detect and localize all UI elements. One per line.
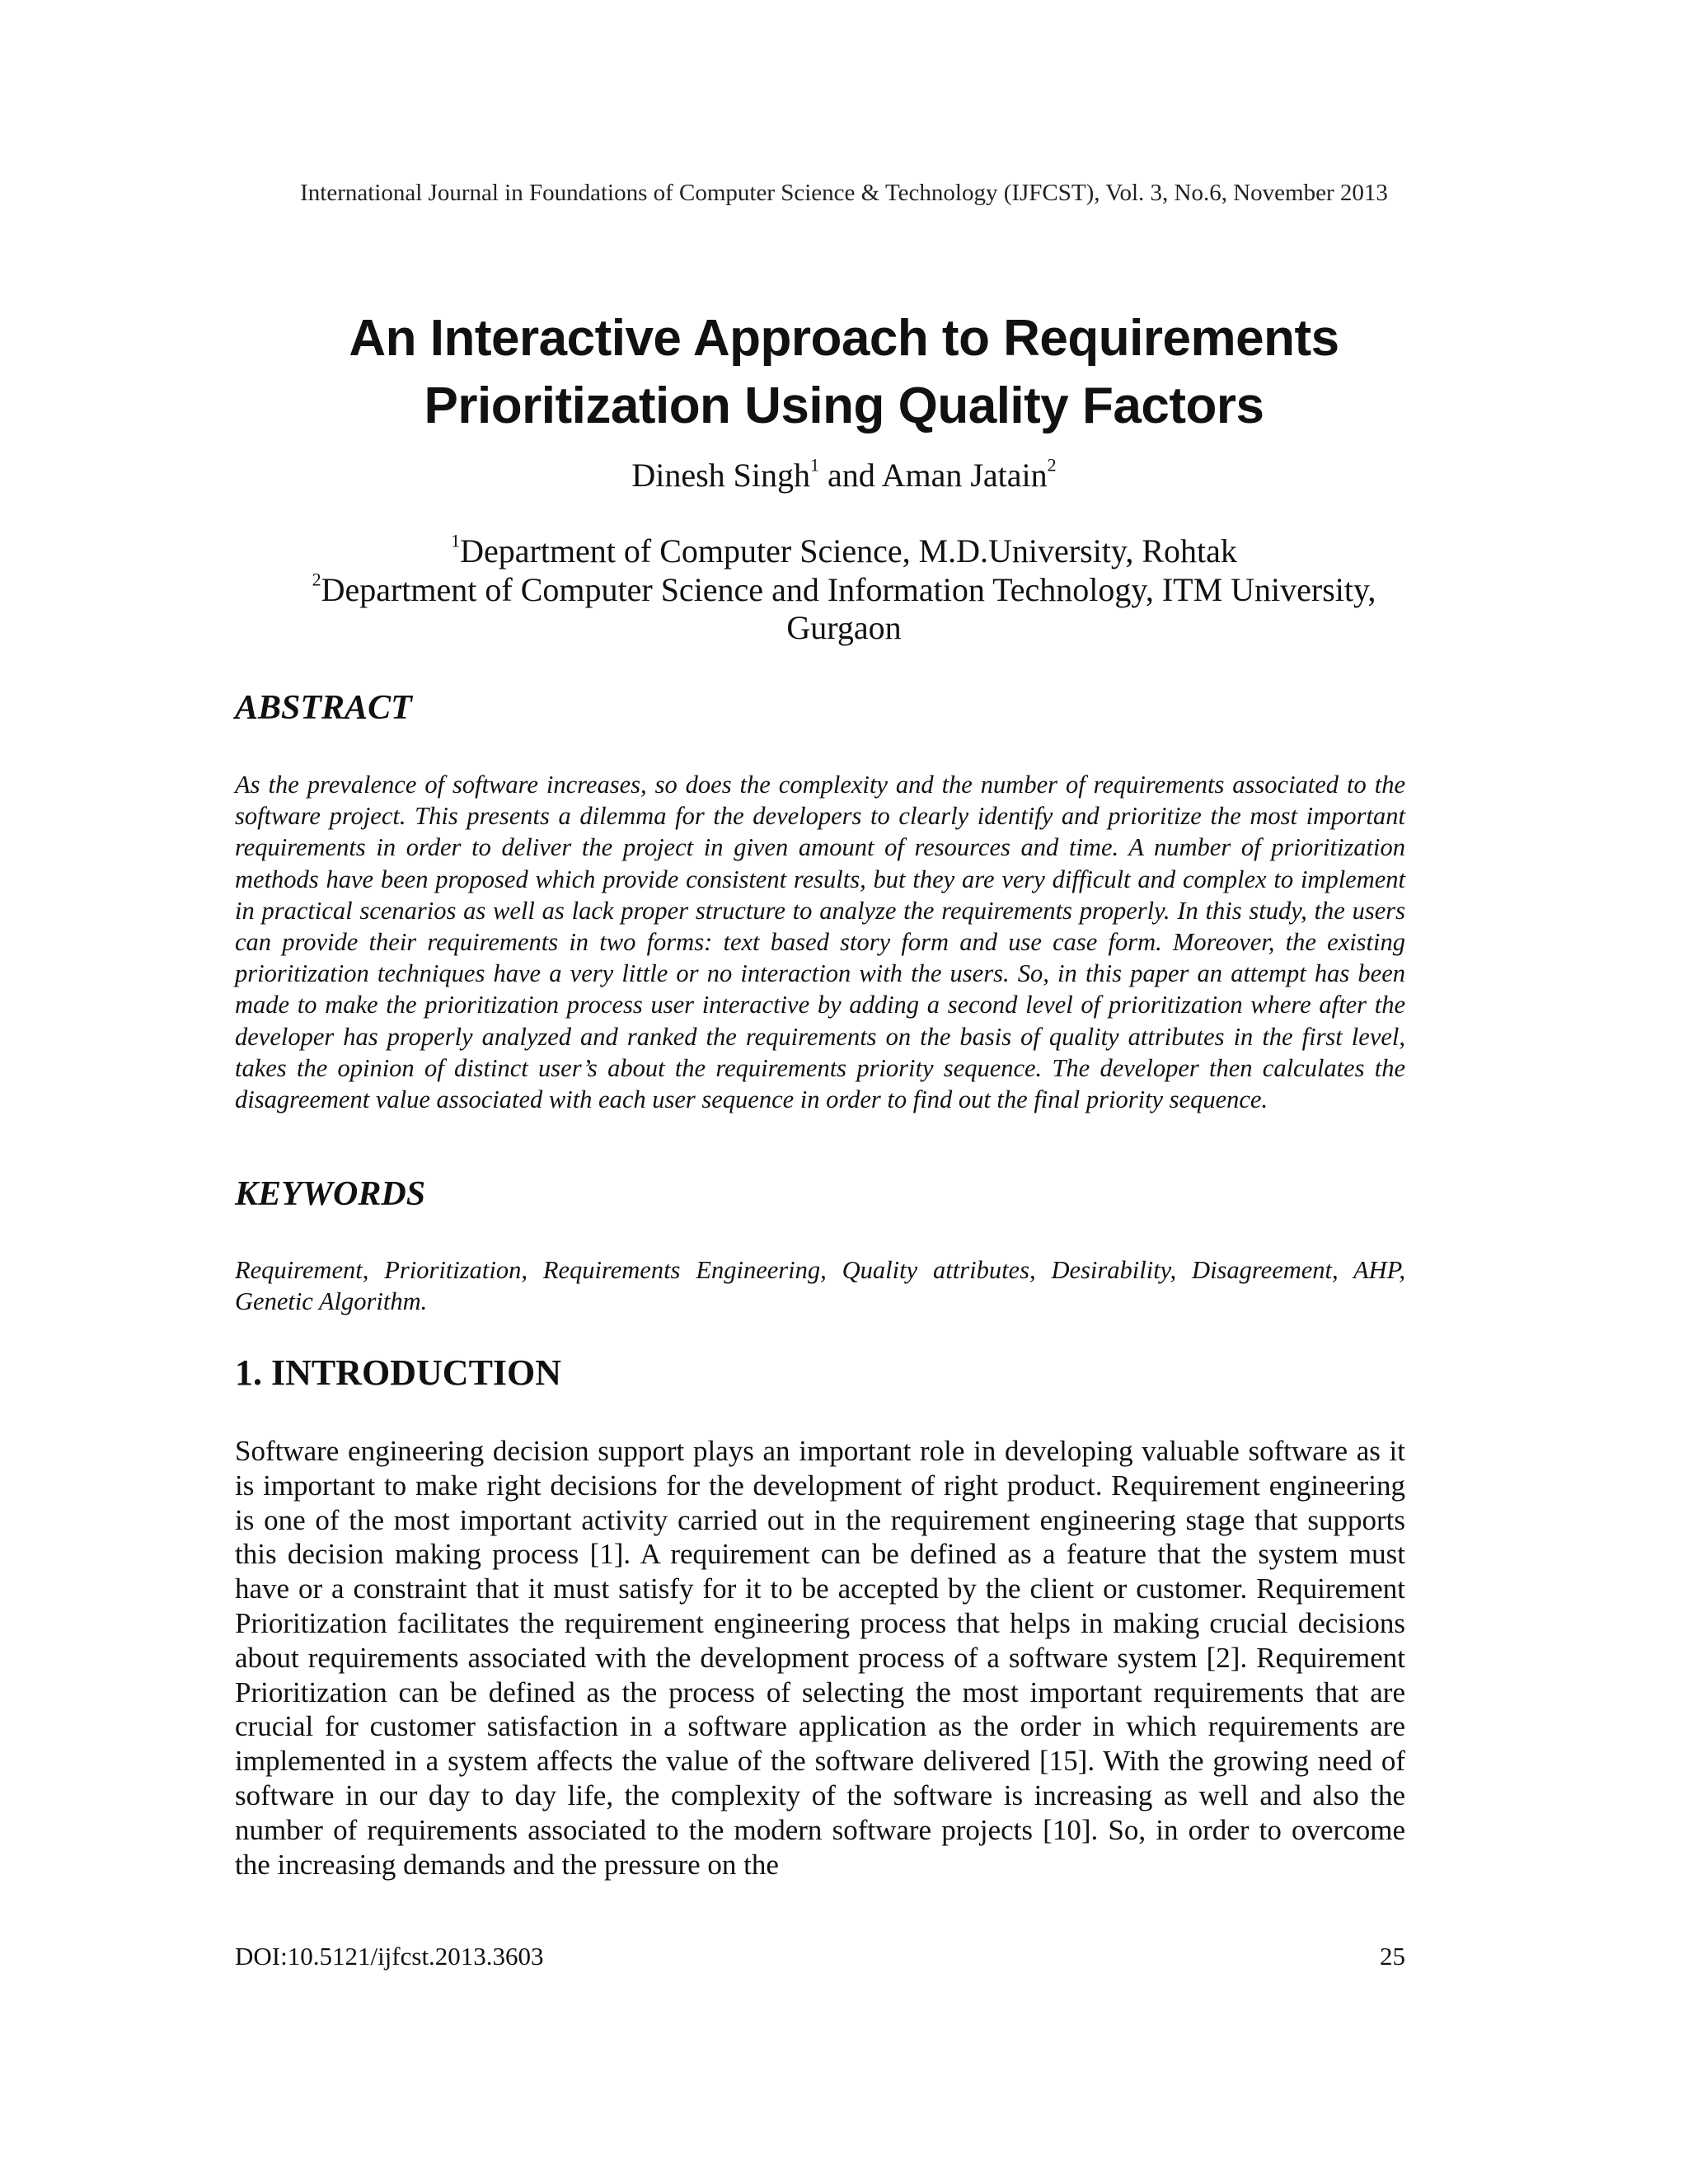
affiliation-1 [0, 532, 1688, 571]
affiliation-2 [0, 570, 1688, 610]
title-line-1: An Interactive Approach to Requirements [349, 310, 1339, 367]
affiliation-1-text: Department of Computer Science, M.D.University, Rohtak [460, 532, 1237, 569]
running-header: International Journal in Foundations of Computer Science & Technology (IJFCST), Vol. 3, No.6, November 2013 [300, 180, 1388, 206]
page-number: 25 [1380, 1942, 1405, 1971]
affiliation-2-text: Department of Computer Science and Information Technology, ITM University, [321, 571, 1376, 608]
author-list [0, 456, 1688, 494]
abstract-heading: ABSTRACT [235, 689, 412, 727]
author-1-name: Dinesh Singh [631, 457, 811, 494]
introduction-heading: 1. INTRODUCTION [235, 1352, 562, 1393]
title-line-2: Prioritization Using Quality Factors [424, 377, 1264, 434]
author-2-name: Aman Jatain [881, 457, 1048, 494]
keywords-heading: KEYWORDS [235, 1175, 426, 1213]
abstract-text: As the prevalence of software increases, so does the complexity and the number of requirements associated to the software project. This presents a dilemma for the developers to clearly identify and prioritize the most important requirements in order to deliver the project in given amount of resources and time. A number of prioritization methods have been proposed which provide consistent results, but they are very difficult and complex to implement in practical scenarios as well as lack proper structure to analyze the requirements properly. In this study, the users can provide their requirements in two forms: text based story form and use case form. Moreover, the existing prioritization techniques have a very little or no interaction with the users. So, in this paper an attempt has been made to make the prioritization process user interactive by adding a second level of prioritization where after the developer has properly analyzed and ranked the requirements on the basis of quality attributes in the first level, takes the opinion of distinct user’s about the requirements priority sequence. The developer then calculates the disagreement value associated with each user sequence in order to find out the final priority sequence. [235, 771, 1405, 1114]
introduction-text: Software engineering decision support plays an important role in developing valuable software as it is important to make right decisions for the development of right product. Requirement engineering is one of the most important activity carried out in the requirement engineering stage that supports this decision making process [1]. A requirement can be defined as a feature that the system must have or a constraint that it must satisfy for it to be accepted by the client or customer. Requirement Prioritization facilitates the requirement engineering process that helps in making crucial decisions about requirements associated with the development process of a software system [2]. Requirement Prioritization can be defined as the process of selecting the most important requirements that are crucial for customer satisfaction in a software application as the order in which requirements are implemented in a system affects the value of the software delivered [15]. With the growing need of software in our day to day life, the complexity of the software is increasing as well and also the number of requirements associated to the modern software projects [10]. So, in order to overcome the increasing demands and the pressure on the [235, 1435, 1405, 1881]
footer-doi: DOI:10.5121/ijfcst.2013.3603 [235, 1942, 544, 1971]
author-2-affiliation-marker: 2 [1047, 454, 1057, 476]
affiliation-2-marker: 2 [312, 569, 321, 590]
paper-title [0, 305, 1688, 440]
author-connector: and [819, 457, 882, 494]
affiliation-2-continued: Gurgaon [786, 609, 902, 646]
author-1-affiliation-marker: 1 [810, 454, 820, 476]
affiliation-1-marker: 1 [451, 530, 461, 551]
keywords-text: Requirement, Prioritization, Requirements Engineering, Quality attributes, Desirability, Disagreement, AHP, Genetic Algorithm. [235, 1256, 1405, 1316]
